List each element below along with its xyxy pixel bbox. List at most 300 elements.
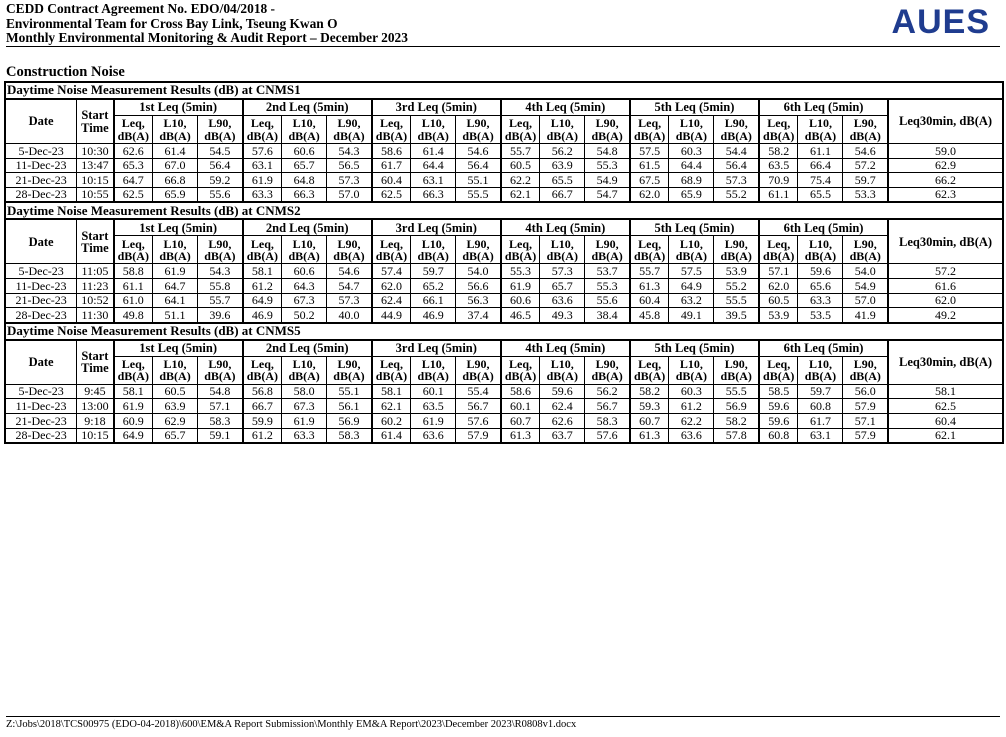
value-cell: 55.2: [714, 278, 759, 293]
value-cell: 55.4: [456, 384, 501, 399]
measure-subheader-part: Leq,: [250, 357, 274, 372]
value-cell: 61.9: [411, 413, 456, 428]
value-cell: 60.4: [372, 173, 411, 188]
value-cell: 60.5: [501, 158, 540, 173]
measure-subheader-part: L10,: [421, 116, 445, 131]
aues-logo: AUES: [891, 3, 990, 41]
date-cell: 21-Dec-23: [5, 173, 77, 188]
value-cell: 53.5: [798, 308, 843, 323]
measure-subheader: [372, 236, 411, 264]
header-text: [6, 2, 408, 46]
measure-subheader: [153, 356, 198, 384]
contract-line: CEDD Contract Agreement No. EDO/04/2018 -: [6, 1, 276, 16]
measure-subheader: [282, 116, 327, 144]
value-cell: 62.4: [372, 293, 411, 308]
noise-results-table: [4, 81, 1004, 444]
value-cell: 60.8: [798, 399, 843, 414]
leq-group-header: 6th Leq (5min): [759, 99, 888, 116]
value-cell: 49.8: [114, 308, 153, 323]
value-cell: 46.5: [501, 308, 540, 323]
start-time-header-word: Start: [81, 108, 109, 123]
measure-subheader-part: Leq,: [638, 236, 662, 251]
measure-subheader-part: dB(A): [504, 248, 537, 263]
value-cell: 60.6: [282, 144, 327, 159]
measure-subheader-part: dB(A): [675, 369, 708, 384]
measure-subheader-part: L90,: [724, 116, 748, 131]
measure-subheader-part: L10,: [808, 357, 832, 372]
value-cell: 57.6: [456, 413, 501, 428]
value-cell: 63.3: [798, 293, 843, 308]
value-cell: 56.4: [456, 158, 501, 173]
value-cell: 66.8: [153, 173, 198, 188]
measure-subheader-part: L10,: [550, 236, 574, 251]
date-cell: 11-Dec-23: [5, 399, 77, 414]
measure-subheader-part: dB(A): [675, 128, 708, 143]
leq-group-header: 4th Leq (5min): [501, 340, 630, 357]
value-cell: 64.9: [114, 428, 153, 443]
leq-group-header: 5th Leq (5min): [630, 99, 759, 116]
measure-subheader-part: Leq,: [638, 116, 662, 131]
value-cell: 57.2: [843, 158, 888, 173]
measure-subheader-part: L90,: [466, 357, 490, 372]
value-cell: 59.7: [843, 173, 888, 188]
section-title: Construction Noise: [6, 64, 125, 80]
date-cell: 28-Dec-23: [5, 308, 77, 323]
value-cell: 61.9: [114, 399, 153, 414]
measure-subheader-part: dB(A): [591, 248, 623, 263]
value-cell: 61.9: [153, 264, 198, 279]
measure-subheader-part: L90,: [337, 357, 361, 372]
value-cell: 56.9: [327, 413, 372, 428]
value-cell: 54.7: [585, 187, 630, 202]
measure-subheader-part: dB(A): [462, 128, 494, 143]
value-cell: 61.2: [243, 278, 282, 293]
value-cell: 61.1: [759, 187, 798, 202]
value-cell: 60.8: [759, 428, 798, 443]
value-cell: 59.2: [198, 173, 243, 188]
measure-subheader-part: dB(A): [546, 128, 578, 143]
measure-subheader: [327, 116, 372, 144]
value-cell: 60.4: [630, 293, 669, 308]
group-header-row: [5, 99, 1003, 116]
measure-subheader: [843, 116, 888, 144]
value-cell: 57.3: [714, 173, 759, 188]
measure-subheader-part: L10,: [679, 236, 703, 251]
measure-subheader-part: Leq,: [121, 116, 145, 131]
value-cell: 60.5: [759, 293, 798, 308]
measure-subheader: [114, 116, 153, 144]
value-cell: 60.7: [630, 413, 669, 428]
leq-group-header: 4th Leq (5min): [501, 99, 630, 116]
value-cell: 55.3: [585, 158, 630, 173]
value-cell: 58.3: [327, 428, 372, 443]
value-cell: 55.5: [714, 384, 759, 399]
measure-subheader-part: Leq,: [379, 116, 403, 131]
value-cell: 56.9: [714, 399, 759, 414]
value-cell: 58.2: [630, 384, 669, 399]
value-cell: 60.1: [501, 399, 540, 414]
value-cell: 54.0: [456, 264, 501, 279]
leq30-cell: 66.2: [888, 173, 1003, 188]
value-cell: 60.6: [282, 264, 327, 279]
measure-subheader: [798, 356, 843, 384]
measure-subheader-part: L10,: [808, 116, 832, 131]
value-cell: 66.7: [243, 399, 282, 414]
value-cell: 60.3: [669, 144, 714, 159]
value-cell: 57.6: [243, 144, 282, 159]
measure-subheader: [198, 116, 243, 144]
measure-subheader: [372, 116, 411, 144]
value-cell: 56.8: [243, 384, 282, 399]
value-cell: 61.4: [153, 144, 198, 159]
leq-group-header: 1st Leq (5min): [114, 340, 243, 357]
value-cell: 66.1: [411, 293, 456, 308]
value-cell: 63.6: [540, 293, 585, 308]
table-row: [5, 158, 1003, 173]
start-time-cell: 13:47: [77, 158, 114, 173]
measure-subheader: [585, 236, 630, 264]
table-row: [5, 308, 1003, 323]
value-cell: 54.7: [327, 278, 372, 293]
value-cell: 65.7: [540, 278, 585, 293]
value-cell: 62.0: [630, 187, 669, 202]
leq30-cell: 60.4: [888, 413, 1003, 428]
measure-subheader-part: Leq,: [767, 357, 791, 372]
value-cell: 39.6: [198, 308, 243, 323]
value-cell: 55.3: [585, 278, 630, 293]
value-cell: 62.9: [153, 413, 198, 428]
measure-subheader-part: dB(A): [849, 369, 881, 384]
measure-subheader: [411, 116, 456, 144]
value-cell: 65.7: [153, 428, 198, 443]
noise-results-table-wrap: [4, 81, 1004, 444]
start-time-header-word: Time: [81, 361, 109, 376]
start-time-cell: 11:30: [77, 308, 114, 323]
value-cell: 61.3: [630, 428, 669, 443]
value-cell: 63.9: [153, 399, 198, 414]
value-cell: 58.5: [759, 384, 798, 399]
measure-subheader: [714, 356, 759, 384]
measure-subheader: [843, 236, 888, 264]
measure-subheader: [198, 236, 243, 264]
measure-subheader-part: Leq,: [638, 357, 662, 372]
measure-subheader: [759, 356, 798, 384]
group-header-row: [5, 340, 1003, 357]
value-cell: 55.5: [714, 293, 759, 308]
report-title-line: Monthly Environmental Monitoring & Audit Report – December 2023: [6, 30, 408, 45]
measure-subheader-part: dB(A): [633, 248, 666, 263]
measure-subheader-part: Leq,: [379, 236, 403, 251]
measure-subheader-part: L90,: [853, 116, 877, 131]
start-time-cell: 9:45: [77, 384, 114, 399]
value-cell: 55.7: [198, 293, 243, 308]
value-cell: 53.9: [759, 308, 798, 323]
value-cell: 56.2: [585, 384, 630, 399]
value-cell: 75.4: [798, 173, 843, 188]
value-cell: 55.2: [714, 187, 759, 202]
value-cell: 58.3: [585, 413, 630, 428]
value-cell: 64.7: [153, 278, 198, 293]
value-cell: 58.3: [198, 413, 243, 428]
value-cell: 58.1: [243, 264, 282, 279]
measure-subheader-part: dB(A): [546, 369, 578, 384]
measure-subheader-part: dB(A): [849, 248, 881, 263]
value-cell: 53.3: [843, 187, 888, 202]
value-cell: 59.3: [630, 399, 669, 414]
value-cell: 57.1: [198, 399, 243, 414]
value-cell: 63.2: [669, 293, 714, 308]
value-cell: 54.0: [843, 264, 888, 279]
value-cell: 58.0: [282, 384, 327, 399]
measure-subheader: [630, 116, 669, 144]
value-cell: 54.8: [198, 384, 243, 399]
value-cell: 62.5: [114, 187, 153, 202]
measure-subheader-part: dB(A): [546, 248, 578, 263]
value-cell: 61.4: [411, 144, 456, 159]
value-cell: 55.7: [501, 144, 540, 159]
measure-subheader: [714, 236, 759, 264]
table-row: [5, 428, 1003, 443]
value-cell: 64.9: [243, 293, 282, 308]
measure-subheader-part: dB(A): [720, 248, 752, 263]
measure-subheader-part: dB(A): [804, 248, 837, 263]
leq30-cell: 58.1: [888, 384, 1003, 399]
measure-subheader-part: Leq,: [250, 236, 274, 251]
leq-group-header: 4th Leq (5min): [501, 219, 630, 236]
value-cell: 59.6: [759, 399, 798, 414]
start-time-header-word: Time: [81, 120, 109, 135]
value-cell: 54.5: [198, 144, 243, 159]
date-cell: 28-Dec-23: [5, 428, 77, 443]
value-cell: 64.4: [669, 158, 714, 173]
value-cell: 57.1: [843, 413, 888, 428]
measure-subheader-part: dB(A): [462, 248, 494, 263]
measure-subheader-part: L10,: [292, 236, 316, 251]
measure-subheader-part: dB(A): [720, 128, 752, 143]
measure-subheader-part: L90,: [595, 116, 619, 131]
table-row: [5, 399, 1003, 414]
value-cell: 64.9: [669, 278, 714, 293]
measure-subheader: [798, 116, 843, 144]
value-cell: 51.1: [153, 308, 198, 323]
measure-subheader: [669, 116, 714, 144]
date-cell: 21-Dec-23: [5, 293, 77, 308]
value-cell: 60.5: [153, 384, 198, 399]
measure-subheader-part: L90,: [853, 357, 877, 372]
value-cell: 62.2: [501, 173, 540, 188]
measure-subheader-part: dB(A): [246, 369, 279, 384]
value-cell: 67.3: [282, 293, 327, 308]
leq-group-header: 5th Leq (5min): [630, 340, 759, 357]
measure-subheader-part: dB(A): [417, 128, 449, 143]
station-title-row: [5, 202, 1003, 219]
value-cell: 55.7: [630, 264, 669, 279]
value-cell: 56.5: [327, 158, 372, 173]
value-cell: 57.3: [327, 293, 372, 308]
value-cell: 57.0: [327, 187, 372, 202]
value-cell: 58.1: [372, 384, 411, 399]
measure-subheader: [411, 356, 456, 384]
value-cell: 54.3: [198, 264, 243, 279]
value-cell: 62.6: [540, 413, 585, 428]
leq-group-header: 3rd Leq (5min): [372, 99, 501, 116]
team-line: Environmental Team for Cross Bay Link, Tseung Kwan O: [6, 15, 338, 31]
measure-subheader-part: dB(A): [117, 369, 149, 384]
value-cell: 46.9: [411, 308, 456, 323]
measure-subheader: [843, 356, 888, 384]
measure-subheader-part: dB(A): [804, 128, 837, 143]
value-cell: 56.4: [714, 158, 759, 173]
value-cell: 61.7: [372, 158, 411, 173]
measure-subheader-part: L10,: [163, 116, 187, 131]
value-cell: 54.8: [585, 144, 630, 159]
value-cell: 61.9: [501, 278, 540, 293]
measure-subheader-part: dB(A): [849, 128, 881, 143]
date-cell: 28-Dec-23: [5, 187, 77, 202]
start-time-header: [77, 219, 114, 264]
date-cell: 11-Dec-23: [5, 278, 77, 293]
value-cell: 60.3: [669, 384, 714, 399]
value-cell: 38.4: [585, 308, 630, 323]
value-cell: 57.9: [843, 399, 888, 414]
leq-group-header: 1st Leq (5min): [114, 219, 243, 236]
start-time-cell: 11:23: [77, 278, 114, 293]
measure-subheader-part: dB(A): [204, 369, 236, 384]
measure-subheader: [243, 236, 282, 264]
value-cell: 66.7: [540, 187, 585, 202]
measure-subheader-part: dB(A): [204, 248, 236, 263]
sub-header-row: [5, 116, 1003, 144]
value-cell: 41.9: [843, 308, 888, 323]
value-cell: 67.3: [282, 399, 327, 414]
measure-subheader-part: Leq,: [121, 236, 145, 251]
date-header: Date: [5, 99, 77, 144]
measure-subheader-part: Leq,: [121, 357, 145, 372]
measure-subheader-part: L90,: [724, 357, 748, 372]
measure-subheader-part: dB(A): [633, 128, 666, 143]
table-row: [5, 264, 1003, 279]
measure-subheader-part: dB(A): [675, 248, 708, 263]
measure-subheader-part: dB(A): [288, 369, 320, 384]
value-cell: 61.9: [282, 413, 327, 428]
value-cell: 67.0: [153, 158, 198, 173]
value-cell: 59.9: [243, 413, 282, 428]
leq-group-header: 6th Leq (5min): [759, 340, 888, 357]
measure-subheader: [759, 116, 798, 144]
value-cell: 54.9: [843, 278, 888, 293]
measure-subheader-part: L10,: [550, 357, 574, 372]
measure-subheader-part: Leq,: [509, 236, 533, 251]
measure-subheader: [153, 236, 198, 264]
value-cell: 61.1: [114, 278, 153, 293]
value-cell: 63.6: [669, 428, 714, 443]
value-cell: 49.1: [669, 308, 714, 323]
value-cell: 59.6: [798, 264, 843, 279]
station-title: Daytime Noise Measurement Results (dB) at CNMS5: [5, 323, 1003, 340]
table-row: [5, 413, 1003, 428]
value-cell: 60.2: [372, 413, 411, 428]
measure-subheader: [372, 356, 411, 384]
value-cell: 64.7: [114, 173, 153, 188]
leq30-cell: 57.2: [888, 264, 1003, 279]
value-cell: 66.4: [798, 158, 843, 173]
measure-subheader: [198, 356, 243, 384]
value-cell: 68.9: [669, 173, 714, 188]
start-time-header-word: Start: [81, 349, 109, 364]
measure-subheader-part: dB(A): [333, 128, 365, 143]
leq-group-header: 2nd Leq (5min): [243, 219, 372, 236]
value-cell: 62.1: [501, 187, 540, 202]
value-cell: 37.4: [456, 308, 501, 323]
measure-subheader-part: L10,: [421, 236, 445, 251]
value-cell: 58.1: [114, 384, 153, 399]
measure-subheader: [630, 236, 669, 264]
measure-subheader-part: L90,: [208, 357, 232, 372]
start-time-cell: 13:00: [77, 399, 114, 414]
value-cell: 55.6: [585, 293, 630, 308]
leq30-cell: 49.2: [888, 308, 1003, 323]
measure-subheader: [585, 116, 630, 144]
value-cell: 57.8: [714, 428, 759, 443]
measure-subheader-part: L10,: [679, 357, 703, 372]
measure-subheader-part: L10,: [292, 116, 316, 131]
value-cell: 64.4: [411, 158, 456, 173]
measure-subheader-part: L10,: [421, 357, 445, 372]
measure-subheader: [501, 356, 540, 384]
value-cell: 49.3: [540, 308, 585, 323]
value-cell: 63.1: [798, 428, 843, 443]
measure-subheader-part: dB(A): [159, 369, 191, 384]
value-cell: 64.1: [153, 293, 198, 308]
sub-header-row: [5, 356, 1003, 384]
leq30-cell: 62.0: [888, 293, 1003, 308]
value-cell: 54.3: [327, 144, 372, 159]
leq-group-header: 3rd Leq (5min): [372, 219, 501, 236]
leq30-cell: 62.3: [888, 187, 1003, 202]
value-cell: 65.5: [798, 187, 843, 202]
leq30-cell: 62.9: [888, 158, 1003, 173]
value-cell: 44.9: [372, 308, 411, 323]
date-cell: 11-Dec-23: [5, 158, 77, 173]
value-cell: 66.3: [411, 187, 456, 202]
measure-subheader: [153, 116, 198, 144]
start-time-header-word: Time: [81, 240, 109, 255]
measure-subheader-part: L90,: [337, 116, 361, 131]
start-time-cell: 10:15: [77, 428, 114, 443]
measure-subheader-part: L10,: [292, 357, 316, 372]
measure-subheader-part: L90,: [724, 236, 748, 251]
table-row: [5, 293, 1003, 308]
start-time-header: [77, 340, 114, 385]
value-cell: 57.1: [759, 264, 798, 279]
value-cell: 56.0: [843, 384, 888, 399]
value-cell: 62.2: [669, 413, 714, 428]
measure-subheader: [630, 356, 669, 384]
value-cell: 55.1: [456, 173, 501, 188]
measure-subheader-part: L90,: [595, 236, 619, 251]
value-cell: 56.4: [198, 158, 243, 173]
sub-header-row: [5, 236, 1003, 264]
value-cell: 63.9: [540, 158, 585, 173]
document-path-footer: Z:\Jobs\2018\TCS00975 (EDO-04-2018)\600\EM&A Report Submission\Monthly EM&A Report\2023\December 2023\R0808v1.docx: [6, 716, 1000, 731]
measure-subheader-part: dB(A): [333, 248, 365, 263]
measure-subheader: [282, 356, 327, 384]
measure-subheader: [540, 116, 585, 144]
measure-subheader-part: dB(A): [504, 369, 537, 384]
measure-subheader: [114, 236, 153, 264]
value-cell: 65.7: [282, 158, 327, 173]
value-cell: 62.4: [540, 399, 585, 414]
